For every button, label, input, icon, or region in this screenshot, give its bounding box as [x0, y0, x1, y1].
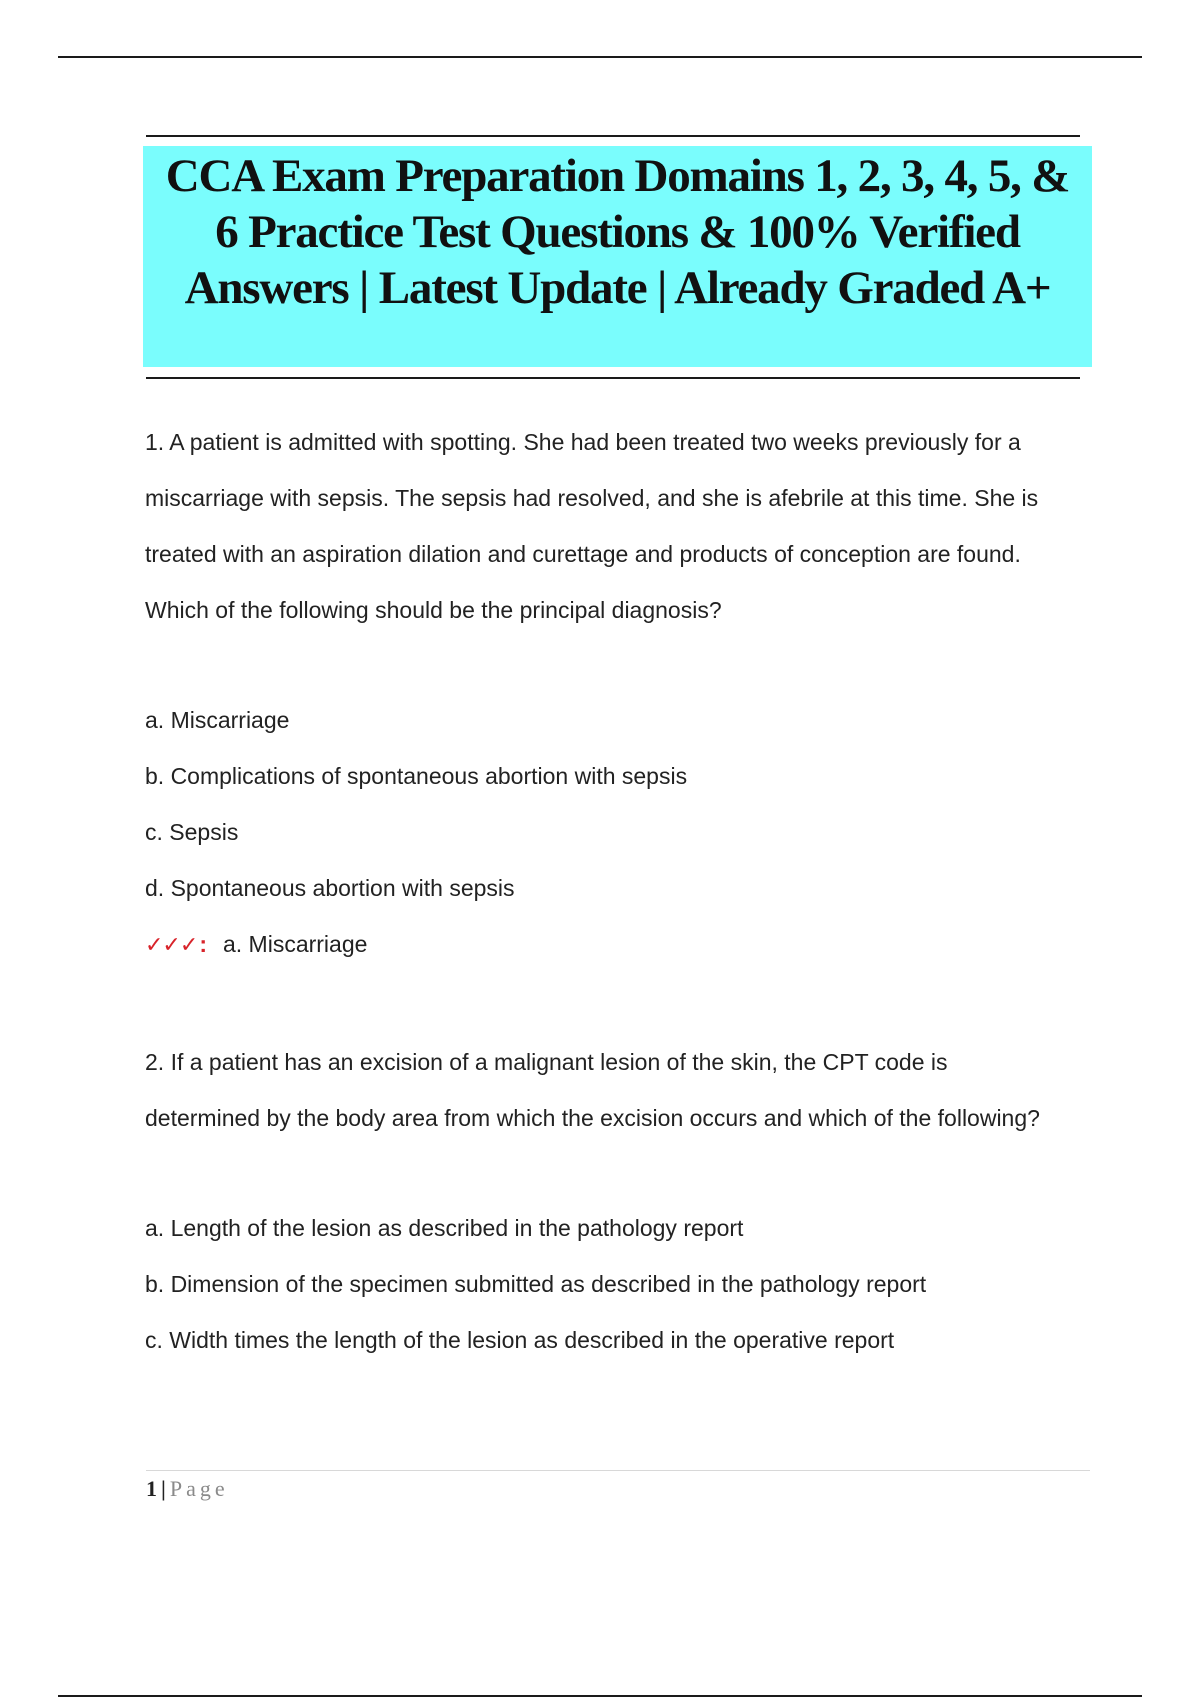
question-text-line: determined by the body area from which the excision occurs and which of the following? — [145, 1105, 1040, 1131]
footer-separator: | — [161, 1476, 166, 1501]
page-bottom-rule — [58, 1695, 1142, 1697]
question-text-line: 2. If a patient has an excision of a malignant lesion of the skin, the CPT code is — [145, 1049, 948, 1075]
question-text-line: Which of the following should be the principal diagnosis? — [145, 597, 722, 623]
answer-option: b. Dimension of the specimen submitted as described in the pathology report — [145, 1271, 927, 1297]
answer-option: c. Width times the length of the lesion as described in the operative report — [145, 1327, 895, 1353]
answer-option: b. Complications of spontaneous abortion with sepsis — [145, 763, 688, 789]
question-2 — [145, 1034, 1095, 1368]
checkmark-icon: ✓✓✓ — [145, 933, 198, 958]
answer-option: d. Spontaneous abortion with sepsis — [145, 875, 515, 901]
spacer — [145, 1146, 1095, 1200]
page-top-rule — [58, 56, 1142, 58]
answer-option: a. Miscarriage — [145, 707, 290, 733]
correct-answer: a. Miscarriage — [222, 931, 368, 957]
question-content — [145, 414, 1095, 1368]
question-1 — [145, 414, 1095, 972]
question-text-line: 1. A patient is admitted with spotting. She had been treated two weeks previously for a — [145, 429, 1021, 455]
spacer — [145, 638, 1095, 692]
title-bottom-rule — [146, 377, 1080, 379]
title-banner — [143, 146, 1092, 367]
question-text-line: miscarriage with sepsis. The sepsis had resolved, and she is afebrile at this time. She is — [145, 485, 1039, 511]
question-text-line: treated with an aspiration dilation and curettage and products of conception are found. — [145, 541, 1021, 567]
answer-option: c. Sepsis — [145, 819, 239, 845]
footer-rule — [146, 1470, 1090, 1471]
correct-answer-row — [145, 916, 1095, 972]
page-footer — [146, 1474, 229, 1504]
page-label: Page — [169, 1476, 229, 1501]
answer-option: a. Length of the lesion as described in the pathology report — [145, 1215, 744, 1241]
page-number: 1 — [146, 1476, 157, 1501]
spacer — [145, 972, 1095, 1034]
title-top-rule — [146, 135, 1080, 137]
answer-colon: : — [199, 931, 207, 957]
document-title: CCA Exam Preparation Domains 1, 2, 3, 4, 5, & 6 Practice Test Questions & 100% Verified Answers | Latest Update | Already Graded A+ — [165, 150, 1070, 314]
